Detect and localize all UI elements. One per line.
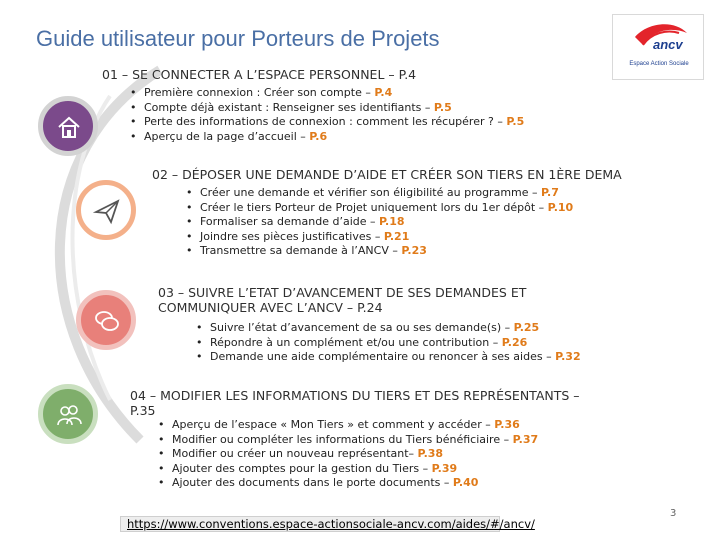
logo-name: ancv	[653, 37, 683, 52]
list-item[interactable]: • Demande une aide complémentaire ou renoncer à ses aides – P.32	[196, 350, 581, 365]
list-item[interactable]: • Suivre l’état d’avancement de sa ou ses demande(s) – P.25	[196, 321, 581, 336]
page-number: 3	[670, 508, 677, 519]
section-01-title: 01 – SE CONNECTER A L’ESPACE PERSONNEL – P.4	[102, 67, 417, 82]
section-01-list	[130, 86, 524, 144]
list-item[interactable]: • Répondre à un complément et/ou une contribution – P.26	[196, 336, 581, 351]
section-04-title	[130, 388, 580, 418]
section-03-title-line2: COMMUNIQUER AVEC L’ANCV – P.24	[158, 300, 383, 315]
list-item[interactable]: • Ajouter des documents dans le porte documents – P.40	[158, 476, 538, 491]
list-item[interactable]: • Transmettre sa demande à l’ANCV – P.23	[186, 244, 573, 259]
list-item[interactable]: • Formaliser sa demande d’aide – P.18	[186, 215, 573, 230]
footer-link-box	[120, 516, 535, 532]
list-item[interactable]: • Ajouter des comptes pour la gestion du Tiers – P.39	[158, 462, 538, 477]
list-item[interactable]: • Perte des informations de connexion : comment les récupérer ? – P.5	[130, 115, 524, 130]
list-item[interactable]: • Joindre ses pièces justificatives – P.21	[186, 230, 573, 245]
chat-bubbles-icon	[93, 307, 121, 335]
list-item[interactable]: • Aperçu de la page d’accueil – P.6	[130, 130, 524, 145]
section-03-badge[interactable]	[76, 290, 136, 350]
list-item[interactable]: • Première connexion : Créer son compte – P.4	[130, 86, 524, 101]
section-02-badge[interactable]	[76, 180, 136, 240]
section-03-list	[196, 321, 581, 365]
section-04-list	[158, 418, 538, 491]
list-item[interactable]: • Modifier ou créer un nouveau représentant– P.38	[158, 447, 538, 462]
section-03-title-line1: 03 – SUIVRE L’ETAT D’AVANCEMENT DE SES DEMANDES ET	[158, 285, 527, 300]
house-icon	[55, 113, 83, 141]
list-item[interactable]: • Modifier ou compléter les informations du Tiers bénéficiaire – P.37	[158, 433, 538, 448]
portal-link[interactable]: https://www.conventions.espace-actionsociale-ancv.com/aides/#/ancv/	[127, 517, 535, 531]
section-04-badge[interactable]	[38, 384, 98, 444]
section-04-title-line1: 04 – MODIFIER LES INFORMATIONS DU TIERS ET DES REPRÉSENTANTS –	[130, 388, 580, 403]
list-item[interactable]: • Créer une demande et vérifier son éligibilité au programme – P.7	[186, 186, 573, 201]
section-02-list	[186, 186, 573, 259]
paper-plane-icon	[93, 197, 121, 225]
list-item[interactable]: • Compte déjà existant : Renseigner ses identifiants – P.5	[130, 101, 524, 116]
page-title: Guide utilisateur pour Porteurs de Projets	[36, 26, 440, 51]
logo-subtitle: Espace Action Sociale	[629, 61, 689, 67]
users-icon	[55, 401, 83, 429]
section-02-title: 02 – DÉPOSER UNE DEMANDE D’AIDE ET CRÉER SON TIERS EN 1ÈRE DEMA	[152, 167, 622, 182]
section-03-title	[158, 285, 526, 315]
section-04-title-line2: P.35	[130, 403, 156, 418]
list-item[interactable]: • Créer le tiers Porteur de Projet uniquement lors du 1er dépôt – P.10	[186, 201, 573, 216]
list-item[interactable]: • Aperçu de l’espace « Mon Tiers » et comment y accéder – P.36	[158, 418, 538, 433]
section-01-badge[interactable]	[38, 96, 98, 156]
